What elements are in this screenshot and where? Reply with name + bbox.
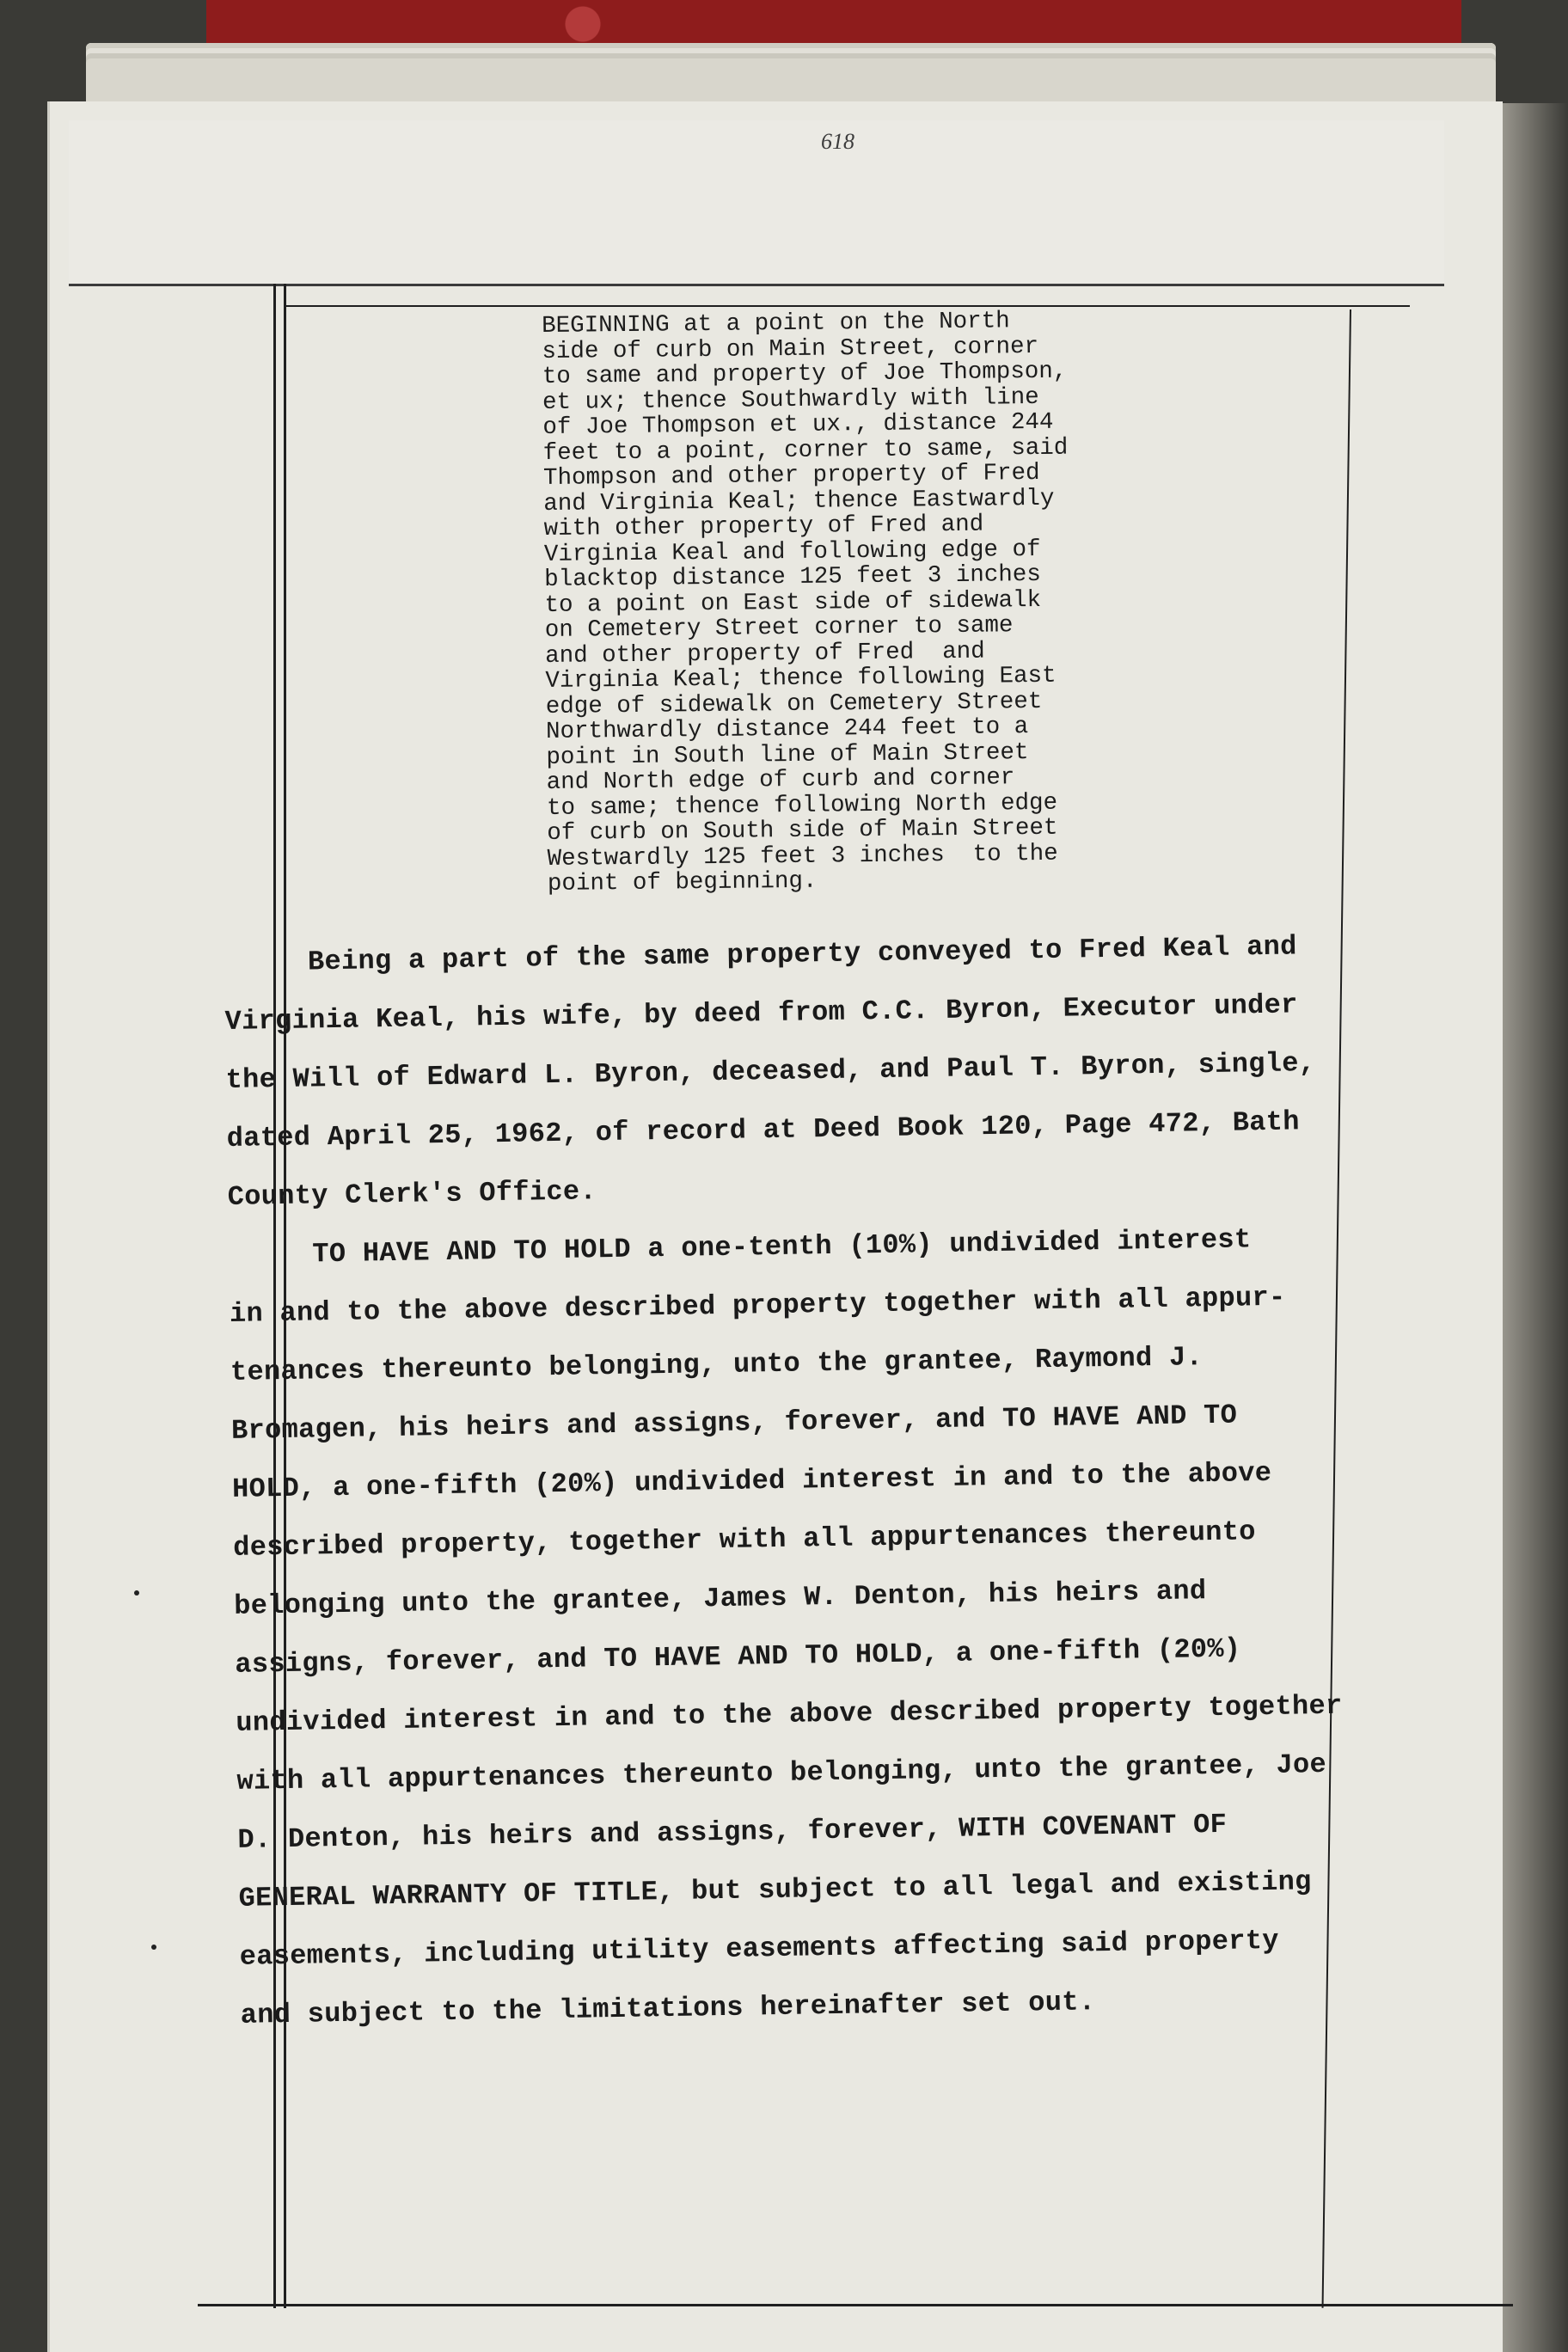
metes-line: with other property of Fred and [543, 511, 984, 542]
deed-line: belonging unto the grantee, James W. Denton, his heirs and [233, 1575, 1207, 1622]
ink-dot [151, 1945, 156, 1950]
deed-line: tenances thereunto belonging, unto the grantee, Raymond J. [230, 1341, 1204, 1388]
deed-line: the Will of Edward L. Byron, deceased, and Paul T. Byron, single, [225, 1047, 1316, 1096]
deed-line: Bromagen, his heirs and assigns, forever, and TO HAVE AND TO [230, 1399, 1238, 1447]
metes-line: to a point on East side of sidewalk [544, 586, 1042, 619]
deed-line: HOLD, a one-fifth (20%) undivided interest in and to the above [231, 1456, 1272, 1505]
document-body [198, 305, 1436, 2308]
metes-line: side of curb on Main Street, corner [542, 333, 1039, 365]
metes-line: Northwardly distance 244 feet to a [545, 714, 1029, 745]
metes-line: Virginia Keal; thence following East [545, 662, 1057, 695]
deed-line: Being a part of the same property conveyed to Fred Keal and [224, 930, 1297, 979]
metes-line: Virginia Keal and following edge of [543, 536, 1041, 568]
deed-line: dated April 25, 1962, of record at Deed Book 120, Page 472, Bath [226, 1106, 1301, 1155]
metes-line: and North edge of curb and corner [546, 764, 1015, 796]
deed-line: easements, including utility easements affecting said property [239, 1924, 1280, 1973]
metes-line: et ux; thence Southwardly with line [542, 383, 1039, 416]
metes-line: point of beginning. [547, 867, 818, 897]
metes-line: on Cemetery Street corner to same [544, 612, 1014, 644]
deed-line: TO HAVE AND TO HOLD a one-tenth (10%) undivided interest [228, 1223, 1252, 1271]
deed-line: undivided interest in and to the above described property together [236, 1689, 1343, 1739]
page-header-strip [69, 120, 1444, 286]
metes-line: and other property of Fred and [545, 638, 985, 670]
metes-line: to same and property of Joe Thompson, [542, 358, 1068, 390]
metes-and-bounds-description [542, 306, 1270, 897]
page-number: 618 [821, 129, 854, 154]
metes-line: feet to a point, corner to same, said [542, 434, 1069, 467]
metes-line: to same; thence following North edge [546, 789, 1058, 822]
metes-line: of curb on South side of Main Street [547, 814, 1058, 847]
deed-line: Virginia Keal, his wife, by deed from C.C. Byron, Executor under [224, 989, 1298, 1038]
metes-line: edge of sidewalk on Cemetery Street [545, 688, 1043, 720]
deed-line: County Clerk's Office. [227, 1175, 597, 1213]
deed-line: and subject to the limitations hereinafter set out. [240, 1986, 1096, 2031]
ink-dot [134, 1590, 139, 1596]
deed-line: in and to the above described property together with all appur- [229, 1281, 1286, 1330]
deed-habendum-text [224, 916, 1461, 2045]
deed-line: GENERAL WARRANTY OF TITLE, but subject to all legal and existing [238, 1865, 1312, 1914]
metes-line: Thompson and other property of Fred [542, 459, 1040, 492]
metes-line: blacktop distance 125 feet 3 inches [544, 560, 1041, 593]
metes-line: point in South line of Main Street [546, 738, 1029, 771]
deed-line: D. Denton, his heirs and assigns, forever, WITH COVENANT OF [237, 1808, 1228, 1856]
metes-line: of Joe Thompson et ux., distance 244 [542, 408, 1054, 441]
metes-line: Westwardly 125 feet 3 inches to the [547, 840, 1058, 873]
metes-line: and Virginia Keal; thence Eastwardly [543, 485, 1055, 518]
metes-line: BEGINNING at a point on the North [541, 308, 1010, 340]
deed-line: with all appurtenances thereunto belonging, unto the grantee, Joe [236, 1748, 1327, 1798]
deed-line: described property, together with all appurtenances thereunto [232, 1516, 1257, 1564]
deed-line: assigns, forever, and TO HAVE AND TO HOLD, a one-fifth (20%) [235, 1632, 1241, 1681]
